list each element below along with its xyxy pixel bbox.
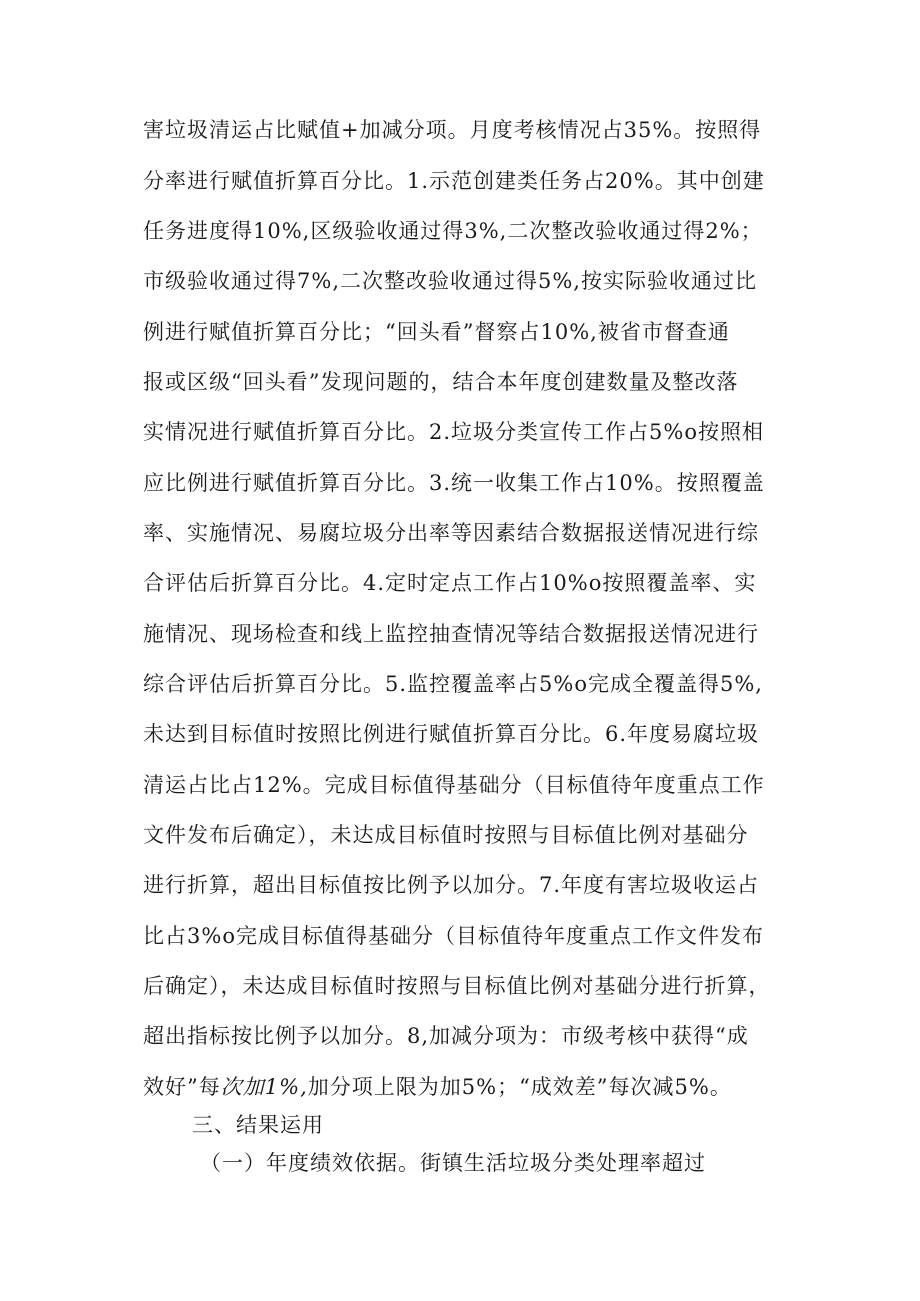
paragraph-line: 市级验收通过得7%,二次整改验收通过得5%,按实际验收通过比 bbox=[143, 269, 757, 293]
paragraph-line: 实情况进行赋值折算百分比。2.垃圾分类宣传工作占5%o按照相 bbox=[143, 420, 764, 444]
paragraph-line: 例进行赋值折算百分比；“回头看”督察占10%,被省市督查通 bbox=[143, 320, 730, 344]
paragraph-line: 未达到目标值时按照比例进行赋值折算百分比。6.年度易腐垃圾 bbox=[143, 722, 760, 746]
paragraph-line: 应比例进行赋值折算百分比。3.统一收集工作占10%。按照覆盖 bbox=[143, 471, 765, 495]
section-heading: 三、结果运用 bbox=[192, 1113, 324, 1137]
paragraph-line: 害垃圾清运占比赋值+加减分项。月度考核情况占35%。按照得 bbox=[143, 118, 762, 142]
last-line-part-3: 加分项上限为加5%；“成效差”每次减5%。 bbox=[307, 1075, 732, 1099]
paragraph-line: 后确定），未达成目标值时按照与目标值比例对基础分进行折算， bbox=[143, 974, 771, 998]
paragraph-line: 综合评估后折算百分比。5.监控覆盖率占5%o完成全覆盖得5%, bbox=[143, 672, 763, 696]
paragraph-last-line bbox=[143, 1072, 793, 1102]
paragraph-line: 比占3%o完成目标值得基础分（目标值待年度重点工作文件发布 bbox=[143, 924, 764, 948]
paragraph-line: 文件发布后确定），未达成目标值时按照与目标值比例对基础分 bbox=[143, 823, 749, 847]
paragraph-line: 分率进行赋值折算百分比。1.示范创建类任务占20%。其中创建 bbox=[143, 169, 765, 193]
sub-heading: （一）年度绩效依据。街镇生活垃圾分类处理率超过 bbox=[200, 1151, 706, 1175]
paragraph-line: 报或区级“回头看”发现问题的，结合本年度创建数量及整改落 bbox=[143, 370, 739, 394]
last-line-part-1: 效好”每 bbox=[143, 1075, 221, 1099]
paragraph-line: 进行折算，超出目标值按比例予以加分。7.年度有害垃圾收运占 bbox=[143, 873, 760, 897]
last-line-italic-part: 次加1%, bbox=[220, 1075, 308, 1099]
paragraph-line: 任务进度得10%,区级验收通过得3%,二次整改验收通过得2%； bbox=[143, 219, 763, 243]
paragraph-line: 施情况、现场检查和线上监控抽查情况等结合数据报送情况进行 bbox=[143, 622, 759, 646]
paragraph-line: 清运占比占12%。完成目标值得基础分（目标值待年度重点工作 bbox=[143, 773, 765, 797]
paragraph-line: 合评估后折算百分比。4.定时定点工作占10%o按照覆盖率、实 bbox=[143, 571, 757, 595]
paragraph-line: 超出指标按比例予以加分。8,加减分项为：市级考核中获得“成 bbox=[143, 1024, 749, 1048]
paragraph-line: 率、实施情况、易腐垃圾分出率等因素结合数据报送情况进行综 bbox=[143, 521, 759, 545]
